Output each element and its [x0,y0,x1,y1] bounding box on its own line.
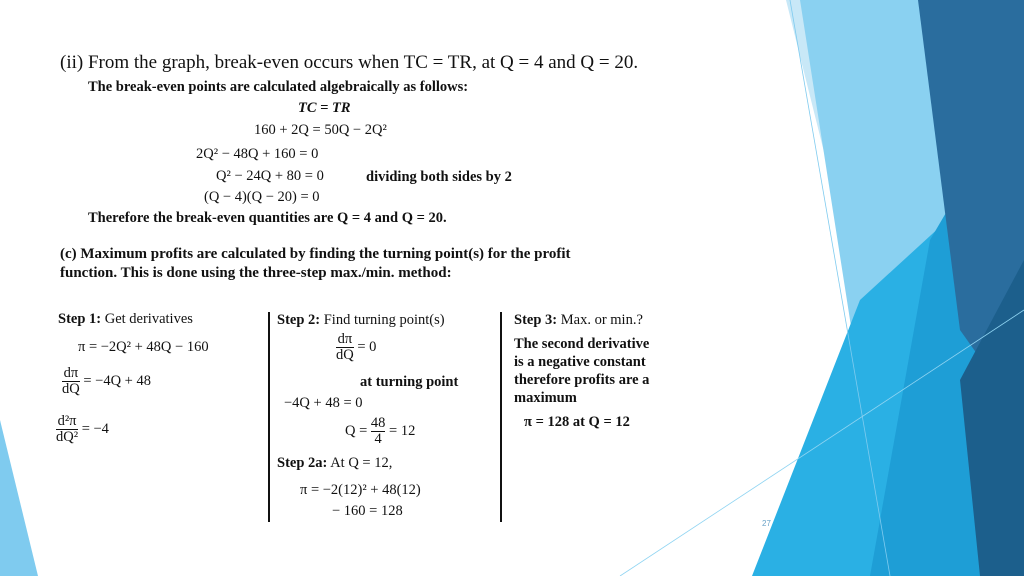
step3-text-2: is a negative constant [514,354,646,370]
part-c-line2: function. This is done using the three-step max./min. method: [60,265,452,281]
profit-at-12-line1: π = −2(12)² + 48(12) [300,482,421,498]
second-derivative-den: dQ² [56,429,79,446]
first-derivative-num: dπ [63,365,79,381]
at-turning-point-label: at turning point [360,374,459,390]
part-ii-title: (ii) From the graph, break-even occurs when TC = TR, at Q = 4 and Q = 20. [60,52,639,73]
second-derivative-fraction [56,414,78,445]
step2-heading [277,312,445,329]
second-derivative [56,414,109,445]
first-derivative-fraction [62,366,80,397]
first-derivative [62,366,151,397]
q-solution-den: 4 [371,431,386,447]
eq-factored: (Q − 4)(Q − 20) = 0 [204,189,320,205]
q-solution-rhs: = 12 [389,423,416,440]
step2-title: Find turning point(s) [323,312,445,328]
step3-title: Max. or min.? [560,312,643,328]
column-divider-right [500,312,502,522]
step3-heading [514,312,643,329]
slide-number: 27 [762,519,771,528]
q-solution-fraction [371,416,386,447]
derivative-zero-equation: −4Q + 48 = 0 [284,395,363,411]
second-derivative-rhs: = −4 [81,421,109,438]
eq-tc-tr: TC = TR [298,100,351,116]
turning-point-fraction [336,332,354,363]
eq-quadratic: 2Q² − 48Q + 160 = 0 [196,146,319,162]
second-derivative-num: d²π [57,413,77,429]
step2-label: Step 2: [277,312,321,328]
profit-function: π = −2Q² + 48Q − 160 [78,339,209,355]
turning-point-condition [336,332,376,363]
left-accent-shape [0,420,38,576]
step3-label: Step 3: [514,312,558,328]
step2a-label: Step 2a: [277,455,328,471]
turning-point-rhs: = 0 [357,339,377,356]
turning-point-den: dQ [336,347,354,364]
part-c-line1: (c) Maximum profits are calculated by finding the turning point(s) for the profit [60,246,571,262]
step1-title: Get derivatives [104,311,193,327]
break-even-conclusion: Therefore the break-even quantities are Q = 4 and Q = 20. [88,210,447,226]
first-derivative-den: dQ [62,381,80,398]
step2a-heading [277,455,392,472]
q-solution-num: 48 [370,415,386,431]
eq-note: dividing both sides by 2 [366,169,512,185]
profit-at-12-line2: − 160 = 128 [332,503,403,519]
step3-text-1: The second derivative [514,336,650,352]
step3-text-4: maximum [514,390,577,406]
max-profit-result: π = 128 at Q = 12 [524,414,630,430]
part-ii-intro: The break-even points are calculated algebraically as follows: [88,79,469,95]
first-derivative-rhs: = −4Q + 48 [83,373,151,390]
eq-cost-revenue: 160 + 2Q = 50Q − 2Q² [254,122,387,138]
eq-quadratic-halved: Q² − 24Q + 80 = 0 [216,168,324,184]
step1-label: Step 1: [58,311,102,327]
column-divider-left [268,312,270,522]
q-solution-lhs: Q = [345,423,368,440]
step3-text-3: therefore profits are a [514,372,650,388]
turning-point-num: dπ [337,331,353,347]
step2a-title: At Q = 12, [330,455,393,471]
q-solution [345,416,415,447]
step1-heading [58,311,193,328]
